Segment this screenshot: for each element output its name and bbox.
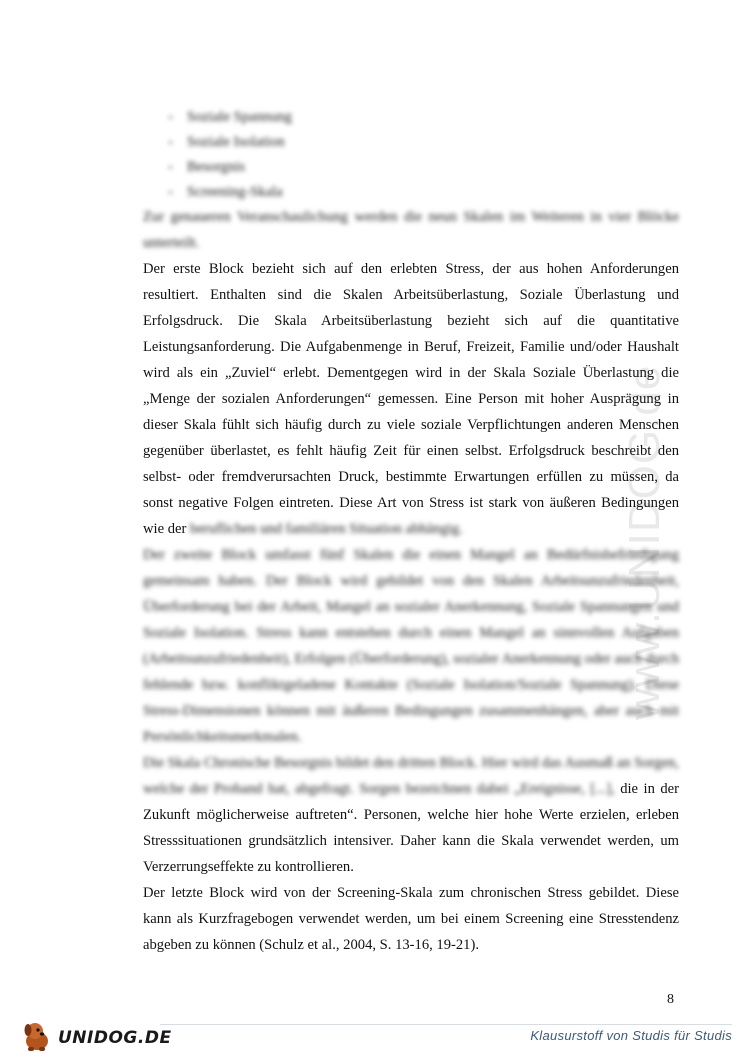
watermark: www.UNIDOG.de [620, 364, 669, 720]
block3-visible-text: die in der Zukunft möglicherweise auftreten“. Personen, welche hier hohe Werte erzielen, erleben Stresssituationen grundsätzlich intensiver. Daher kann die Skala verwendet werden, um Verzerrungseffekte zu kontrollieren. [143, 781, 679, 875]
block1-visible-text: Der erste Block bezieht sich auf den erlebten Stress, der aus hohen Anforderungen resultiert. Enthalten sind die Skalen Arbeitsüberlastung, Soziale Überlastung und Erfolgsdruck. Die Skala Arbeitsüberlastung bezieht sich auf die quantitative Leistungsanforderung. Die Aufgabenmenge in Beruf, Freizeit, Familie und/oder Haushalt wird als ein „Zuviel“ erlebt. Dementgegen wird in der Skala Soziale Überlastung die „Menge der sozialen Anforderungen“ gemessen. Eine Person mit hoher Ausprägung in dieser Skala fühlt sich häufig durch zu viele soziale Verpflichtungen anderen Menschen gegenüber überlastet, es fehlt häufig Zeit für einen selbst. Erfolgsdruck beschreibt den selbst- oder fremdverursachten Druck, bestimmte Erwartungen erfüllen zu müssen, da sonst negative Folgen eintreten. Diese Art von Stress ist stark von äußeren Bedingungen wie der [143, 261, 679, 537]
footer-divider [160, 1024, 732, 1025]
footer-tagline: Klausurstoff von Studis für Studis [530, 1028, 732, 1043]
page-number: 8 [667, 992, 674, 1007]
list-item: - Soziale Spannung [143, 104, 679, 129]
block3-paragraph [143, 750, 679, 880]
block1-blurred-text: beruflichen und familiären Situation abhängig. [190, 521, 463, 537]
intro-paragraph: Zur genaueren Veranschaulichung werden die neun Skalen im Weiteren in vier Blöcke unterteilt. [143, 209, 679, 251]
list-item: - Soziale Isolation [143, 129, 679, 154]
scale-bullet-list [143, 104, 679, 204]
dog-icon [20, 1019, 54, 1058]
block4-paragraph: Der letzte Block wird von der Screening-Skala zum chronischen Stress gebildet. Diese kann als Kurzfragebogen verwendet werden, um bei einem Screening eine Stresstendenz abgeben zu können (Schulz et al., 2004, S. 13-16, 19-21). [143, 885, 679, 953]
unidog-logo [20, 1020, 172, 1056]
list-item: - Besorgnis [143, 154, 679, 179]
block3-blurred-text: Die Skala Chronische Besorgnis bildet den dritten Block. Hier wird das Ausmaß an Sorgen, welche der Proband hat, abgefragt. Sorgen bezeichnen dabei „Ereignisse, [...], [143, 755, 679, 797]
logo-text: UNIDOG.DE [58, 1028, 172, 1048]
block1-paragraph [143, 256, 679, 542]
page-content [143, 104, 679, 958]
block2-paragraph: Der zweite Block umfasst fünf Skalen die einen Mangel an Bedürfnisbefriedigung gemeinsam haben. Der Block wird gebildet von den Skalen Arbeitsunzufriedenheit, Überforderung bei der Arbeit, Mangel an sozialer Anerkennung, Soziale Spannungen und Soziale Isolation. Stress kann entstehen durch einen Mangel an sinnvollen Aufgaben (Arbeitsunzufriedenheit), Erfolgen (Überforderung), sozialer Anerkennung oder auch durch fehlende bzw. konfliktgeladene Kontakte (Soziale Isolation/Soziale Spannung). Diese Stress-Dimensionen können mit äußeren Bedingungen zusammenhängen, aber auch mit Persönlichkeitsmerkmalen. [143, 547, 679, 745]
list-item: - Screening-Skala [143, 179, 679, 204]
